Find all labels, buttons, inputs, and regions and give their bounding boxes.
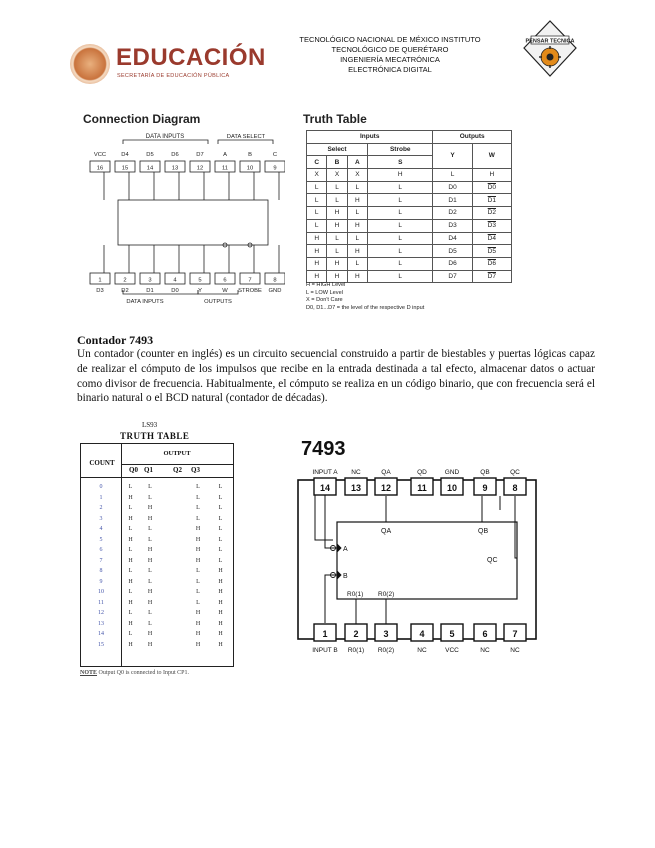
col-q1: Q1 bbox=[144, 466, 153, 474]
ls93-row bbox=[81, 493, 233, 504]
truth-table-title: Truth Table bbox=[303, 112, 367, 126]
ls93-spacer bbox=[160, 482, 188, 493]
ls93-row bbox=[81, 587, 233, 598]
ls93-output-cell: H bbox=[195, 641, 201, 648]
col-header-c: C bbox=[307, 156, 327, 169]
article-body: Un contador (counter en inglés) es un circuito secuencial construido a partir de biestables y puertas lógicas capaz de realizar el cómputo de los impulsos que recibe en la entrada destinada a tal efecto, almacenar datos o actuar como divisor de frecuencia. Habitualmente, el cómputo se realiza en un código binario, que con frecuencia será el binario natural o el BCD natural (contador de décadas). bbox=[77, 348, 595, 405]
truth-table-cell: L bbox=[327, 194, 347, 207]
ls93-spacer bbox=[160, 629, 188, 640]
col-header-b: B bbox=[327, 156, 347, 169]
ls93-spacer bbox=[160, 598, 188, 609]
ls93-output-cell: H bbox=[195, 547, 201, 554]
truth-table-cell: D4 bbox=[472, 232, 511, 245]
truth-table-cell: L bbox=[433, 169, 472, 182]
truth-table-row bbox=[307, 181, 512, 194]
ls93-output-cell: L bbox=[128, 589, 133, 596]
truth-table-cell: L bbox=[327, 245, 347, 258]
truth-table-cell: L bbox=[347, 257, 367, 270]
ls93-output-cell: H bbox=[195, 610, 201, 617]
ls93-output-cell: L bbox=[196, 578, 200, 585]
truth-table-cell: D1 bbox=[472, 194, 511, 207]
institution-line: ELECTRÓNICA DIGITAL bbox=[348, 65, 432, 74]
ic-top-pin-number: 13 bbox=[350, 483, 362, 493]
ls93-output-cell: H bbox=[218, 610, 223, 617]
truth-table-cell: D0 bbox=[472, 181, 511, 194]
truth-table-cell: L bbox=[307, 194, 327, 207]
truth-table-cell: H bbox=[472, 169, 511, 182]
institution-line: INGENIERÍA MECATRÓNICA bbox=[340, 55, 440, 64]
ls93-count-cell: 0 bbox=[99, 484, 103, 491]
truth-table-cell: D4 bbox=[433, 232, 472, 245]
outputs-group-header: Outputs bbox=[433, 131, 512, 144]
ls93-output-cell: H bbox=[128, 536, 133, 543]
ls93-row bbox=[81, 608, 233, 619]
ls93-output-cell: H bbox=[147, 641, 153, 648]
ls93-row bbox=[81, 577, 233, 588]
ls93-output-cell: H bbox=[218, 568, 223, 575]
ic-top-label: QA bbox=[381, 469, 391, 476]
truth-table-cell: L bbox=[368, 181, 433, 194]
ls93-output-cell: L bbox=[218, 547, 223, 554]
bottom-pin-name: D1 bbox=[146, 288, 154, 294]
ls93-output-cell: L bbox=[148, 536, 152, 543]
ls93-output-cell: L bbox=[148, 484, 152, 491]
ls93-output-cell: L bbox=[148, 620, 152, 627]
truth-table-cell: D3 bbox=[472, 219, 511, 232]
ls93-output-cell: L bbox=[218, 494, 223, 501]
inner-label-a: A bbox=[343, 546, 348, 553]
ic-bottom-pin-number: 6 bbox=[482, 629, 488, 639]
ic-bottom-pin-number: 7 bbox=[512, 629, 518, 639]
top-pin-name: C bbox=[272, 152, 278, 158]
truth-table-row bbox=[307, 169, 512, 182]
truth-table-cell: L bbox=[307, 181, 327, 194]
col-header-a: A bbox=[347, 156, 367, 169]
ls93-count-cell: 5 bbox=[99, 536, 103, 543]
ic-bottom-label: NC bbox=[417, 647, 427, 654]
ls93-row bbox=[81, 503, 233, 514]
top-pin-number: 10 bbox=[246, 165, 254, 172]
sep-logo bbox=[70, 42, 270, 90]
ls93-output-cell: H bbox=[128, 557, 133, 564]
ls93-output-cell: H bbox=[195, 557, 201, 564]
ls93-count-cell: 3 bbox=[99, 515, 103, 522]
ls93-output-cell: L bbox=[128, 547, 133, 554]
ls93-output-cell: H bbox=[195, 526, 201, 533]
truth-table-cell: H bbox=[307, 232, 327, 245]
ls93-part-label: LS93 bbox=[142, 421, 158, 429]
ls93-spacer bbox=[160, 566, 188, 577]
ic-bottom-pin-number: 5 bbox=[449, 629, 455, 639]
ls93-output-cell: H bbox=[128, 515, 133, 522]
mux-truth-table bbox=[306, 130, 512, 283]
truth-table-cell: H bbox=[307, 245, 327, 258]
ls93-output-cell: H bbox=[195, 620, 201, 627]
ic-top-label: QC bbox=[510, 469, 520, 476]
truth-table-cell: H bbox=[327, 257, 347, 270]
truth-table-cell: H bbox=[347, 219, 367, 232]
top-pin-number: 11 bbox=[221, 165, 229, 172]
ls93-output-cell: L bbox=[218, 557, 223, 564]
ls93-count-cell: 2 bbox=[99, 505, 103, 512]
bottom-pin-number: 7 bbox=[248, 277, 252, 284]
truth-table-cell: X bbox=[347, 169, 367, 182]
col-header-s: S bbox=[368, 156, 433, 169]
ls93-output-cell: H bbox=[147, 631, 153, 638]
top-pin-number: 15 bbox=[121, 165, 129, 172]
ls93-row bbox=[81, 598, 233, 609]
ls93-output-cell: L bbox=[128, 610, 133, 617]
ls93-count-cell: 8 bbox=[99, 568, 103, 575]
truth-table-cell: H bbox=[347, 245, 367, 258]
ls93-spacer bbox=[160, 514, 188, 525]
ls93-output-cell: H bbox=[218, 599, 223, 606]
ic-bottom-label: VCC bbox=[445, 647, 459, 654]
truth-table-legend bbox=[306, 282, 424, 312]
ic-bottom-label: R0(2) bbox=[377, 647, 395, 654]
ls93-output-cell: L bbox=[196, 599, 200, 606]
ls93-spacer bbox=[160, 619, 188, 630]
top-pin-name: D4 bbox=[121, 152, 129, 158]
ls93-output-cell: H bbox=[218, 620, 223, 627]
sep-seal-icon bbox=[70, 44, 110, 84]
legend-line: X = Don't Care bbox=[306, 297, 343, 303]
ls93-count-cell: 13 bbox=[98, 620, 104, 627]
ic-top-pin-number: 11 bbox=[417, 483, 427, 493]
ls93-count-cell: 1 bbox=[99, 494, 103, 501]
ic-top-label: QB bbox=[480, 469, 490, 476]
inner-label-r01: R0(1) bbox=[347, 591, 364, 598]
truth-table-cell: L bbox=[327, 181, 347, 194]
count-header: COUNT bbox=[89, 459, 115, 467]
ic-top-label: QD bbox=[417, 469, 427, 476]
truth-table-cell: D2 bbox=[433, 207, 472, 220]
truth-table-cell: H bbox=[307, 257, 327, 270]
ic-bottom-label: NC bbox=[510, 647, 520, 654]
ls93-count-cell: 6 bbox=[99, 547, 103, 554]
article-title: Contador 7493 bbox=[77, 333, 154, 347]
ls93-output-cell: L bbox=[148, 578, 152, 585]
ls93-spacer bbox=[160, 587, 188, 598]
inner-label-qa: QA bbox=[381, 528, 392, 535]
brand-subtitle: SECRETARÍA DE EDUCACIÓN PÚBLICA bbox=[117, 73, 230, 79]
ic-7493-pinout bbox=[295, 430, 540, 670]
bottom-pin-name: Y bbox=[198, 288, 202, 294]
ic-top-label: INPUT A bbox=[312, 469, 338, 476]
ls93-output-cell: L bbox=[196, 505, 200, 512]
top-pin-number: 16 bbox=[96, 165, 104, 172]
truth-table-cell: L bbox=[368, 270, 433, 283]
truth-table-cell: D1 bbox=[433, 194, 472, 207]
ls93-output-cell: H bbox=[128, 641, 133, 648]
truth-table-cell: H bbox=[347, 194, 367, 207]
ls93-spacer bbox=[160, 608, 188, 619]
legend-line: D0, D1...D7 = the level of the respective D input bbox=[306, 304, 425, 311]
ls93-output-cell: H bbox=[147, 515, 153, 522]
ls93-output-cell: H bbox=[128, 578, 133, 585]
top-pin-name: D6 bbox=[171, 152, 179, 158]
ls93-spacer bbox=[160, 535, 188, 546]
ic-bottom-pin-number: 3 bbox=[383, 629, 389, 639]
truth-table-row bbox=[307, 207, 512, 220]
legend-line: L = LOW Level bbox=[306, 289, 343, 296]
ls93-output-cell: L bbox=[218, 515, 223, 522]
ls93-spacer bbox=[160, 640, 188, 651]
bottom-pin-number: 3 bbox=[148, 277, 152, 284]
top-pin-name: D7 bbox=[196, 152, 204, 158]
truth-table-cell: D7 bbox=[472, 270, 511, 283]
inputs-group-header: Inputs bbox=[307, 131, 433, 144]
ls93-spacer bbox=[160, 503, 188, 514]
ls93-output-cell: L bbox=[148, 568, 152, 575]
institution-line: TECNOLÓGICO DE QUERÉTARO bbox=[331, 45, 449, 54]
school-seal-icon bbox=[520, 18, 580, 80]
bottom-pin-number: 6 bbox=[223, 277, 227, 284]
truth-table-cell: L bbox=[368, 232, 433, 245]
ls93-output-cell: H bbox=[128, 620, 133, 627]
truth-table-row bbox=[307, 270, 512, 283]
ls93-output-cell: H bbox=[147, 599, 153, 606]
bottom-pin-name: D0 bbox=[171, 288, 179, 294]
outputs-label: OUTPUTS bbox=[204, 299, 232, 305]
ls93-table-title: TRUTH TABLE bbox=[120, 431, 190, 441]
truth-table-cell: L bbox=[347, 181, 367, 194]
truth-table-cell: H bbox=[368, 169, 433, 182]
truth-table-cell: L bbox=[307, 219, 327, 232]
ic-top-pin-number: 14 bbox=[319, 483, 331, 493]
bottom-pin-number: 8 bbox=[273, 277, 277, 284]
bottom-pin-number: 5 bbox=[198, 277, 202, 284]
ic-bottom-pin-number: 2 bbox=[353, 629, 359, 639]
top-pin-name: D5 bbox=[146, 152, 154, 158]
truth-table-cell: D6 bbox=[472, 257, 511, 270]
ic-top-label: NC bbox=[351, 469, 361, 476]
ic-top-pin-number: 8 bbox=[512, 483, 518, 493]
ls93-output-cell: L bbox=[148, 526, 152, 533]
bottom-pin-name: STROBE bbox=[238, 288, 262, 294]
ls93-count-cell: 11 bbox=[98, 599, 104, 606]
ls93-output-cell: L bbox=[196, 589, 200, 596]
truth-table-cell: D0 bbox=[433, 181, 472, 194]
top-pin-number: 13 bbox=[171, 165, 179, 172]
truth-table-row bbox=[307, 194, 512, 207]
ls93-output-cell: H bbox=[195, 536, 201, 543]
ls93-output-cell: L bbox=[196, 568, 200, 575]
ls93-count-cell: 4 bbox=[99, 526, 103, 533]
note-text: Output Q0 is connected to Input CP1. bbox=[98, 670, 190, 676]
top-pin-name: A bbox=[223, 152, 227, 158]
ls93-table-frame bbox=[80, 443, 234, 667]
inner-label-qb: QB bbox=[478, 528, 489, 535]
ls93-row bbox=[81, 556, 233, 567]
ls93-output-cell: H bbox=[195, 631, 201, 638]
ls93-output-cell: L bbox=[128, 526, 133, 533]
institution-line: TECNOLÓGICO NACIONAL DE MÉXICO INSTITUTO bbox=[299, 35, 481, 44]
truth-table-row bbox=[307, 219, 512, 232]
ls93-spacer bbox=[160, 545, 188, 556]
ic-bottom-label: INPUT B bbox=[312, 647, 338, 654]
legend-line: H = HIGH Level bbox=[306, 282, 346, 288]
truth-table-cell: L bbox=[327, 232, 347, 245]
ls93-output-cell: L bbox=[128, 505, 133, 512]
truth-table-cell: L bbox=[307, 207, 327, 220]
truth-table-cell: D7 bbox=[433, 270, 472, 283]
truth-table-cell: D6 bbox=[433, 257, 472, 270]
ls93-output-cell: H bbox=[218, 589, 223, 596]
ls93-row bbox=[81, 545, 233, 556]
truth-table-row bbox=[307, 257, 512, 270]
ls93-output-cell: H bbox=[218, 641, 223, 648]
ls93-output-cell: L bbox=[148, 494, 152, 501]
truth-table-cell: D3 bbox=[433, 219, 472, 232]
bottom-pin-name: D2 bbox=[121, 288, 129, 294]
ls93-output-cell: L bbox=[218, 505, 223, 512]
ls93-output-cell: L bbox=[148, 610, 152, 617]
truth-table-cell: D5 bbox=[433, 245, 472, 258]
ls93-count-cell: 7 bbox=[99, 557, 103, 564]
ls93-count-cell: 9 bbox=[99, 578, 103, 585]
ic-top-label: GND bbox=[444, 469, 460, 476]
top-pin-name: B bbox=[248, 152, 252, 158]
ls93-output-cell: L bbox=[218, 484, 223, 491]
ls93-row bbox=[81, 619, 233, 630]
truth-table-row bbox=[307, 245, 512, 258]
select-header: Select bbox=[307, 143, 368, 156]
truth-table-cell: X bbox=[327, 169, 347, 182]
ls93-output-cell: H bbox=[147, 505, 153, 512]
truth-table-cell: L bbox=[347, 207, 367, 220]
bottom-pin-number: 1 bbox=[98, 277, 102, 284]
ic-title: 7493 bbox=[301, 438, 346, 460]
top-pin-number: 14 bbox=[146, 165, 154, 172]
ls93-row bbox=[81, 482, 233, 493]
ic-top-pin-number: 10 bbox=[446, 483, 458, 493]
ls93-note bbox=[80, 669, 230, 678]
truth-table-cell: D2 bbox=[472, 207, 511, 220]
ls93-output-cell: H bbox=[147, 547, 153, 554]
top-pin-number: 12 bbox=[196, 165, 204, 172]
col-header-w: W bbox=[472, 143, 511, 168]
bottom-pin-number: 2 bbox=[123, 277, 127, 284]
ls93-row bbox=[81, 514, 233, 525]
ls93-output-cell: L bbox=[196, 515, 200, 522]
inner-label-qc: QC bbox=[487, 557, 498, 564]
truth-table-row bbox=[307, 232, 512, 245]
ls93-spacer bbox=[160, 524, 188, 535]
bottom-pin-name: W bbox=[222, 288, 228, 294]
ic-bottom-label: NC bbox=[480, 647, 490, 654]
data-inputs-label-top: DATA INPUTS bbox=[145, 134, 185, 140]
data-select-label: DATA SELECT bbox=[226, 134, 266, 140]
col-q0: Q0 bbox=[129, 466, 138, 474]
ls93-spacer bbox=[160, 493, 188, 504]
ls93-output-cell: H bbox=[128, 494, 133, 501]
truth-table-cell: D5 bbox=[472, 245, 511, 258]
truth-table-cell: H bbox=[307, 270, 327, 283]
ls93-output-cell: L bbox=[128, 631, 133, 638]
col-q2: Q2 bbox=[173, 466, 182, 474]
bottom-pin-name: D3 bbox=[96, 288, 104, 294]
truth-table-cell: L bbox=[368, 207, 433, 220]
ic-bottom-label: R0(1) bbox=[347, 647, 365, 654]
ic-top-pin-number: 12 bbox=[380, 483, 392, 493]
note-label: NOTE bbox=[80, 670, 98, 676]
ls93-output-cell: H bbox=[147, 557, 153, 564]
ls93-output-cell: H bbox=[218, 578, 223, 585]
ic-bottom-pin-number: 1 bbox=[322, 629, 328, 639]
output-header: OUTPUT bbox=[163, 450, 191, 457]
brand-title: EDUCACIÓN bbox=[116, 44, 266, 71]
ls93-count-cell: 14 bbox=[98, 631, 104, 638]
ls93-row bbox=[81, 524, 233, 535]
ls93-output-cell: H bbox=[147, 589, 153, 596]
ls93-row bbox=[81, 629, 233, 640]
ls93-output-cell: L bbox=[128, 484, 133, 491]
ls93-output-cell: L bbox=[196, 494, 200, 501]
truth-table-cell: L bbox=[368, 219, 433, 232]
ls93-count-cell: 12 bbox=[98, 610, 104, 617]
col-header-y: Y bbox=[433, 143, 472, 168]
col-q3: Q3 bbox=[191, 466, 200, 474]
bottom-pin-number: 4 bbox=[173, 277, 177, 284]
inner-label-r02: R0(2) bbox=[378, 591, 395, 598]
ls93-output-cell: L bbox=[218, 526, 223, 533]
ls93-output-cell: L bbox=[196, 484, 200, 491]
ls93-rows bbox=[81, 482, 233, 650]
strobe-header: Strobe bbox=[368, 143, 433, 156]
connection-diagram-title: Connection Diagram bbox=[83, 112, 201, 126]
ls93-row bbox=[81, 566, 233, 577]
bottom-pin-name: GND bbox=[268, 288, 282, 294]
truth-table-cell: H bbox=[327, 207, 347, 220]
ls93-row bbox=[81, 535, 233, 546]
truth-table-cell: L bbox=[368, 257, 433, 270]
connection-diagram bbox=[80, 130, 285, 315]
truth-table-cell: H bbox=[327, 270, 347, 283]
ls93-spacer bbox=[160, 577, 188, 588]
truth-table-cell: X bbox=[307, 169, 327, 182]
inner-label-b: B bbox=[343, 573, 348, 580]
institution-heading bbox=[290, 35, 490, 75]
seal-text: PENSAR TECNICA bbox=[525, 38, 575, 45]
ic-bottom-pin-number: 4 bbox=[419, 629, 425, 639]
ls93-count-cell: 10 bbox=[98, 589, 104, 596]
top-pin-number: 9 bbox=[273, 165, 277, 172]
truth-table-cell: L bbox=[368, 194, 433, 207]
ls93-row bbox=[81, 640, 233, 651]
ls93-output-cell: L bbox=[128, 568, 133, 575]
ic-top-pin-number: 9 bbox=[482, 483, 488, 493]
truth-table-cell: L bbox=[347, 232, 367, 245]
truth-table-cell: H bbox=[327, 219, 347, 232]
data-inputs-label-bottom: DATA INPUTS bbox=[126, 299, 164, 305]
ls93-output-cell: H bbox=[128, 599, 133, 606]
ls93-spacer bbox=[160, 556, 188, 567]
truth-table-cell: H bbox=[347, 270, 367, 283]
top-pin-name: VCC bbox=[93, 152, 107, 158]
ls93-output-cell: L bbox=[218, 536, 223, 543]
ls93-output-cell: H bbox=[218, 631, 223, 638]
ls93-count-cell: 15 bbox=[98, 641, 104, 648]
truth-table-cell: L bbox=[368, 245, 433, 258]
